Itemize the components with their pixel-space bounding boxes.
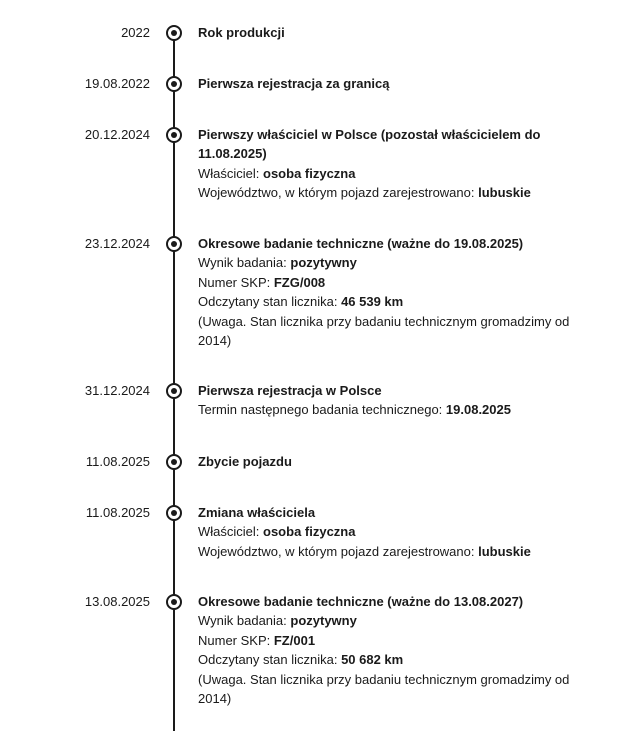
timeline-marker-icon [166,383,182,399]
odometer-note: (Uwaga. Stan licznika przy badaniu technicznym gromadzimy od 2014) [198,671,570,707]
owner-value: osoba fizyczna [263,524,356,540]
event-title: Okresowe badanie techniczne (ważne do 13.08.2027) [198,594,524,609]
event-content [198,452,588,471]
event-title: Zmiana właściciela [198,505,316,520]
event-content [198,74,588,93]
timeline-marker-icon [166,236,182,252]
event-date: 11.08.2025 [85,454,150,469]
timeline-marker-icon [166,594,182,610]
owner-line [198,522,588,541]
event-content [198,234,588,350]
event-content [198,125,588,203]
timeline-marker-icon [166,454,182,470]
event-title: Okresowe badanie techniczne (ważne do 19.08.2025) [198,236,524,251]
event-content [198,592,588,708]
skp-number-label: Numer SKP: [198,274,274,290]
skp-number-line [198,273,588,292]
event-content [198,503,588,561]
event-date: 2022 [121,25,150,40]
timeline-marker-icon [166,76,182,92]
owner-label: Właściciel: [198,165,264,181]
skp-number-value: FZG/008 [273,274,326,290]
event-date: 19.08.2022 [84,76,150,91]
next-inspection-value: 19.08.2025 [445,402,511,418]
voivodeship-line [198,183,588,202]
event-date: 11.08.2025 [85,505,150,520]
skp-number-value: FZ/001 [273,632,316,648]
voivodeship-label: Województwo, w którym pojazd zarejestrowano: [198,543,479,559]
inspection-result-value: pozytywny [290,613,357,629]
voivodeship-label: Województwo, w którym pojazd zarejestrowano: [198,185,479,201]
inspection-result-label: Wynik badania: [198,613,291,629]
owner-label: Właściciel: [198,524,264,540]
odometer-label: Odczytany stan licznika: [198,652,342,668]
event-date: 31.12.2024 [84,383,150,398]
inspection-result-value: pozytywny [290,255,357,271]
odometer-note: (Uwaga. Stan licznika przy badaniu technicznym gromadzimy od 2014) [198,313,570,349]
owner-value: osoba fizyczna [263,165,356,181]
inspection-result-label: Wynik badania: [198,255,291,271]
skp-number-label: Numer SKP: [198,632,274,648]
odometer-line [198,650,588,669]
timeline-marker-icon [166,25,182,41]
odometer-label: Odczytany stan licznika: [198,294,342,310]
odometer-value: 46 539 km [341,294,404,310]
voivodeship-value: lubuskie [478,543,531,559]
event-content [198,23,588,42]
event-title: Pierwsza rejestracja za granicą [198,76,390,91]
event-title: Zbycie pojazdu [198,454,292,469]
odometer-value: 50 682 km [341,652,404,668]
odometer-line [198,292,588,311]
inspection-result-line [198,253,588,272]
voivodeship-value: lubuskie [478,185,531,201]
event-date: 20.12.2024 [84,127,150,142]
owner-line [198,164,588,183]
event-title: Rok produkcji [198,25,285,40]
timeline-marker-icon [166,505,182,521]
inspection-result-line [198,611,588,630]
event-date: 13.08.2025 [84,594,150,609]
next-inspection-line [198,400,588,419]
next-inspection-label: Termin następnego badania technicznego: [198,402,446,418]
skp-number-line [198,631,588,650]
timeline-marker-icon [166,127,182,143]
event-content [198,381,588,420]
event-date: 23.12.2024 [84,236,150,251]
voivodeship-line [198,542,588,561]
event-title: Pierwszy właściciel w Polsce (pozostał właścicielem do 11.08.2025) [198,127,541,162]
event-title: Pierwsza rejestracja w Polsce [198,383,382,398]
